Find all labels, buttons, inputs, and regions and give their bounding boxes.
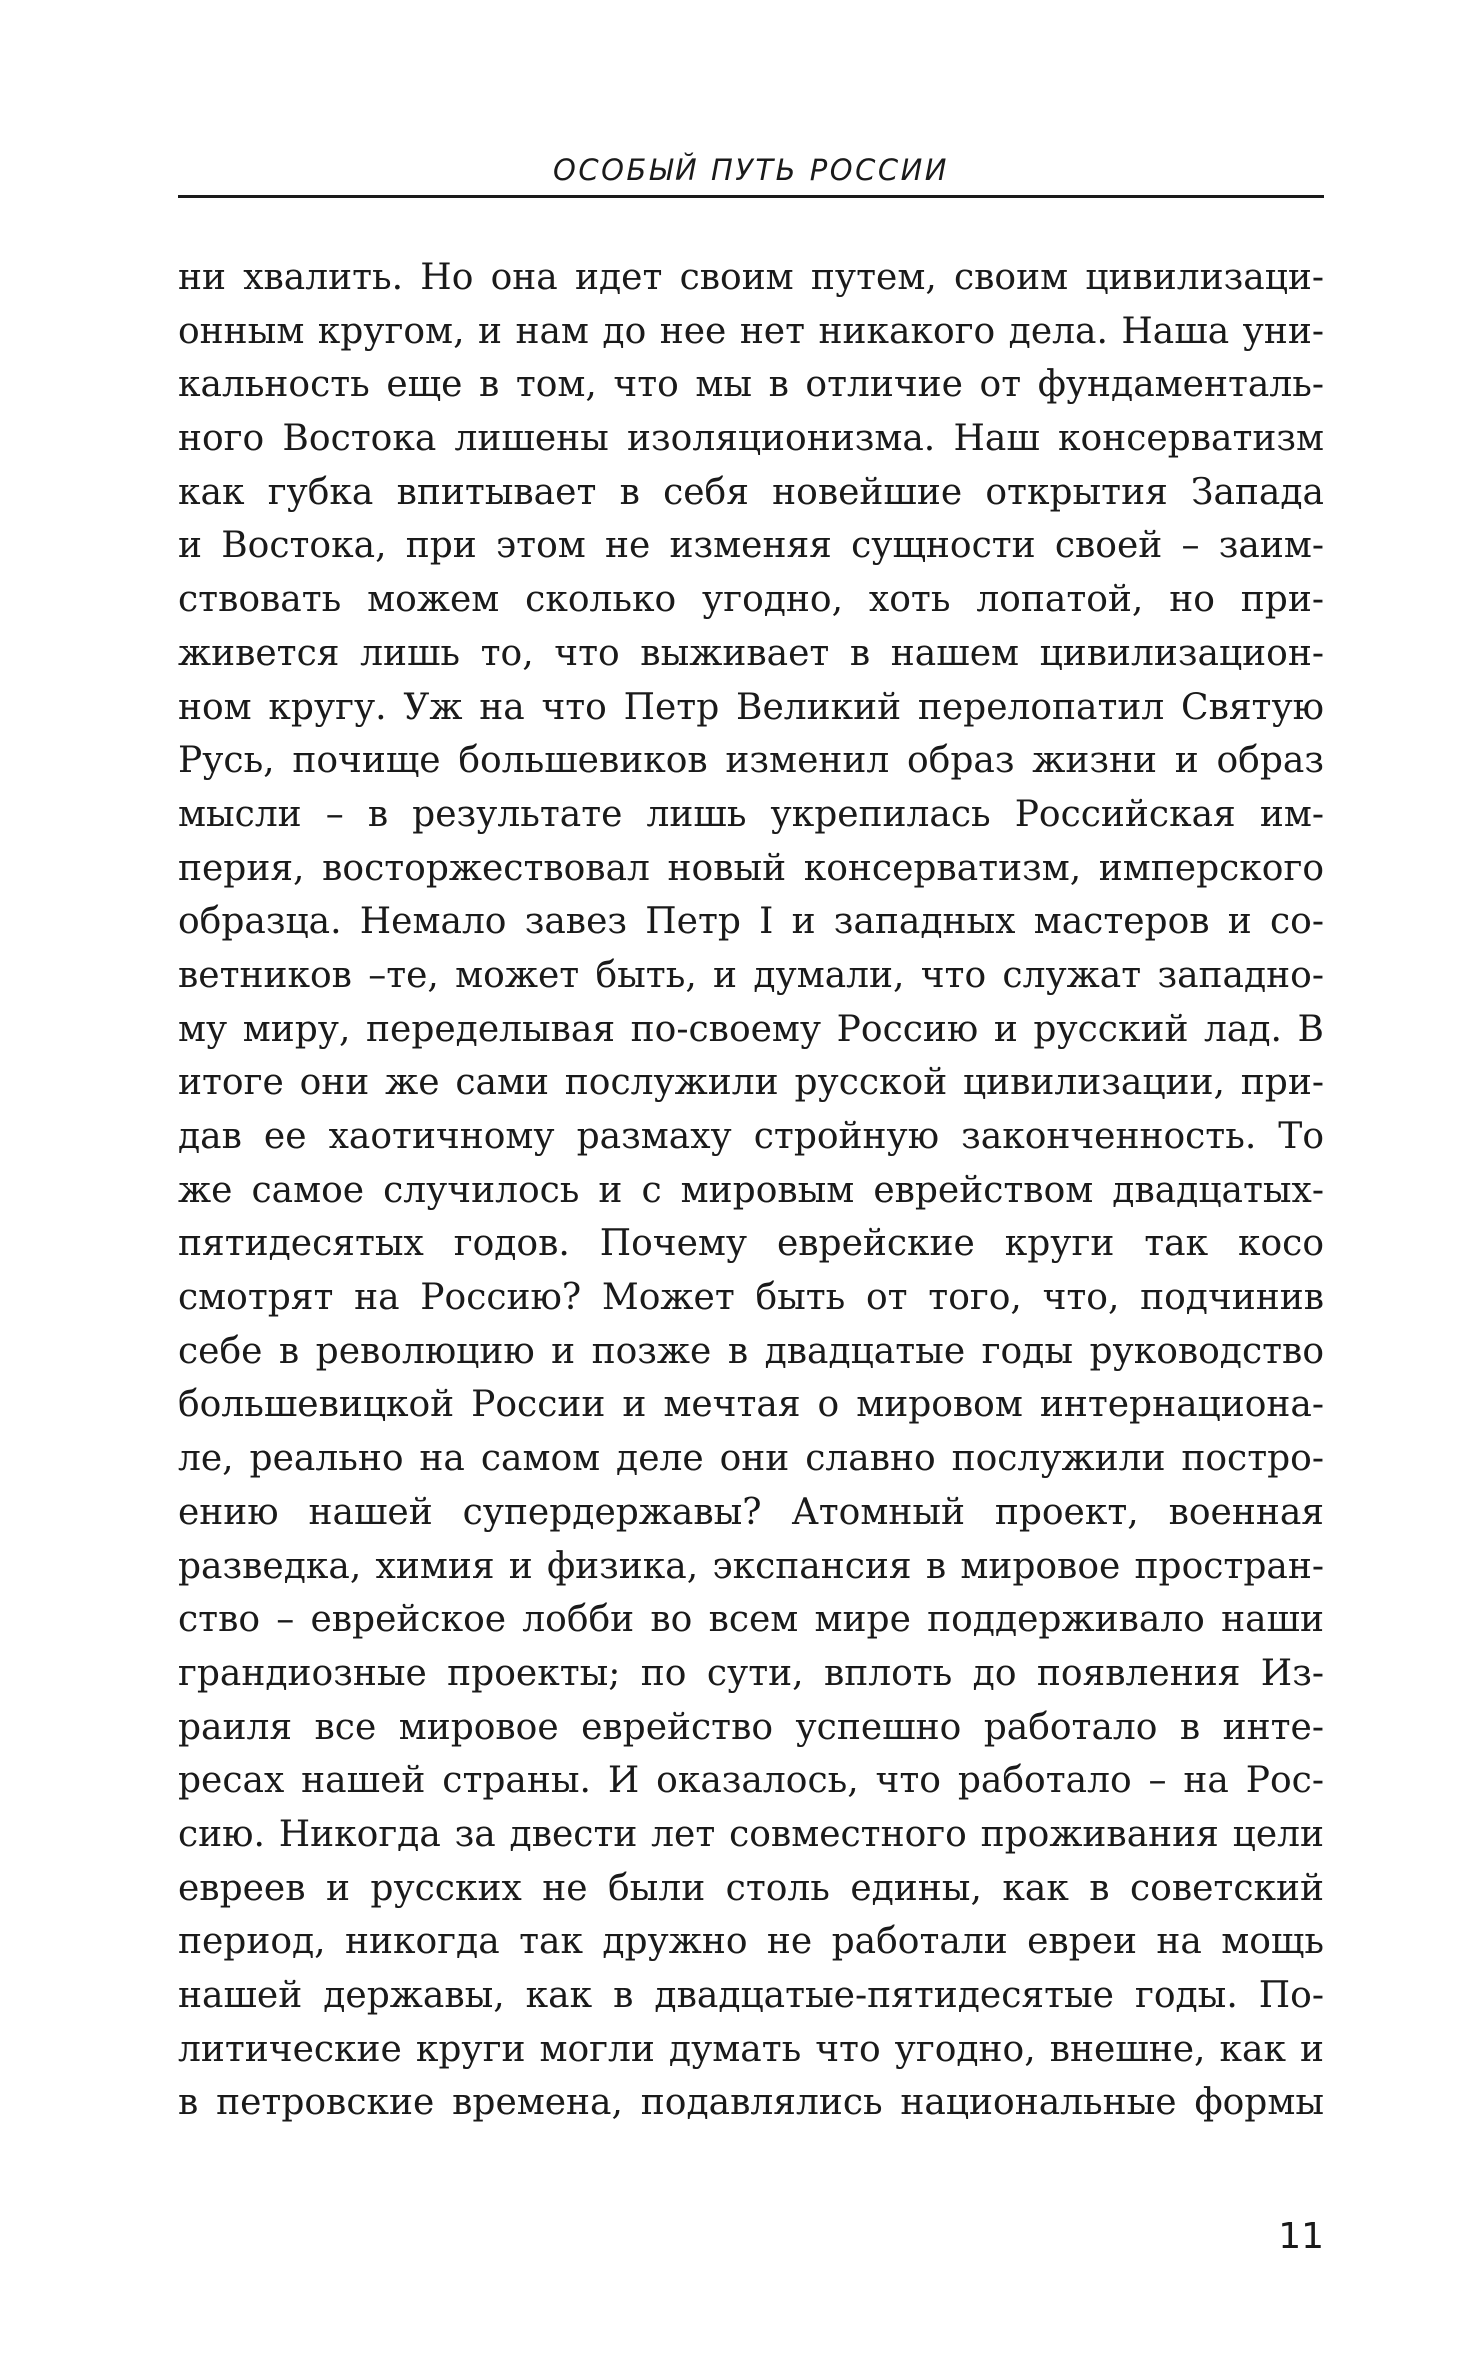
text-line: ном кругу. Уж на что Петр Великий перелопатил Святую bbox=[178, 686, 1324, 728]
text-line: му миру, переделывая по-своему Россию и русский лад. В bbox=[178, 1008, 1324, 1050]
text-line: смотрят на Россию? Может быть от того, что, подчинив bbox=[178, 1277, 1324, 1319]
text-line: и Востока, при этом не изменяя сущности своей – заим- bbox=[178, 525, 1324, 567]
text-line: мысли – в результате лишь укрепилась Российская им- bbox=[178, 793, 1324, 835]
text-line: ресах нашей страны. И оказалось, что работало – на Рос- bbox=[178, 1760, 1324, 1802]
page-number: 11 bbox=[1278, 2216, 1324, 2257]
text-line: ствовать можем сколько угодно, хоть лопатой, но при- bbox=[178, 579, 1324, 621]
text-line: перия, восторжествовал новый консерватизм, имперского bbox=[178, 847, 1324, 889]
text-line: ного Востока лишены изоляционизма. Наш консерватизм bbox=[178, 418, 1324, 460]
text-line: Русь, почище большевиков изменил образ жизни и образ bbox=[178, 740, 1324, 782]
text-line: в петровские времена, подавлялись национальные формы bbox=[178, 2082, 1324, 2124]
text-line: грандиозные проекты; по сути, вплоть до появления Из- bbox=[178, 1652, 1324, 1694]
text-line: себе в революцию и позже в двадцатые годы руководство bbox=[178, 1330, 1324, 1372]
text-line: итоге они же сами послужили русской цивилизации, при- bbox=[178, 1062, 1324, 1104]
text-line: литические круги могли думать что угодно, внешне, как и bbox=[178, 2028, 1324, 2070]
text-line: период, никогда так дружно не работали евреи на мощь bbox=[178, 1921, 1324, 1963]
body-text bbox=[178, 251, 1324, 2130]
text-line: же самое случилось и с мировым еврейством двадцатых- bbox=[178, 1169, 1324, 1211]
text-line: образца. Немало завез Петр I и западных мастеров и со- bbox=[178, 901, 1324, 943]
text-line: нашей державы, как в двадцатые-пятидесятые годы. По- bbox=[178, 1975, 1324, 2016]
text-line: ни хвалить. Но она идет своим путем, своим цивилизаци- bbox=[178, 257, 1324, 298]
text-line: сию. Никогда за двести лет совместного проживания цели bbox=[178, 1813, 1324, 1855]
text-line: большевицкой России и мечтая о мировом интернациона- bbox=[178, 1384, 1324, 1426]
text-line: онным кругом, и нам до нее нет никакого дела. Наша уни- bbox=[178, 310, 1324, 352]
text-line: пятидесятых годов. Почему еврейские круги так косо bbox=[178, 1223, 1324, 1265]
header-rule bbox=[178, 195, 1324, 198]
text-line: как губка впитывает в себя новейшие открытия Запада bbox=[178, 471, 1324, 513]
text-line: разведка, химия и физика, экспансия в мировое простран- bbox=[178, 1545, 1324, 1587]
text-line: ство – еврейское лобби во всем мире поддерживало наши bbox=[178, 1599, 1324, 1641]
text-line: ению нашей супердержавы? Атомный проект, военная bbox=[178, 1491, 1324, 1533]
running-header-title: ОСОБЫЙ ПУТЬ РОССИИ bbox=[553, 153, 949, 187]
text-line: ле, реально на самом деле они славно послужили постро- bbox=[178, 1438, 1324, 1480]
text-line: раиля все мировое еврейство успешно работало в инте- bbox=[178, 1706, 1324, 1748]
text-line: ветников –те, может быть, и думали, что служат западно- bbox=[178, 954, 1324, 996]
text-line: живется лишь то, что выживает в нашем цивилизацион- bbox=[178, 632, 1324, 674]
text-line: дав ее хаотичному размаху стройную законченность. То bbox=[178, 1116, 1324, 1157]
text-line: кальность еще в том, что мы в отличие от фундаменталь- bbox=[178, 364, 1324, 406]
text-line: евреев и русских не были столь едины, как в советский bbox=[178, 1867, 1324, 1909]
